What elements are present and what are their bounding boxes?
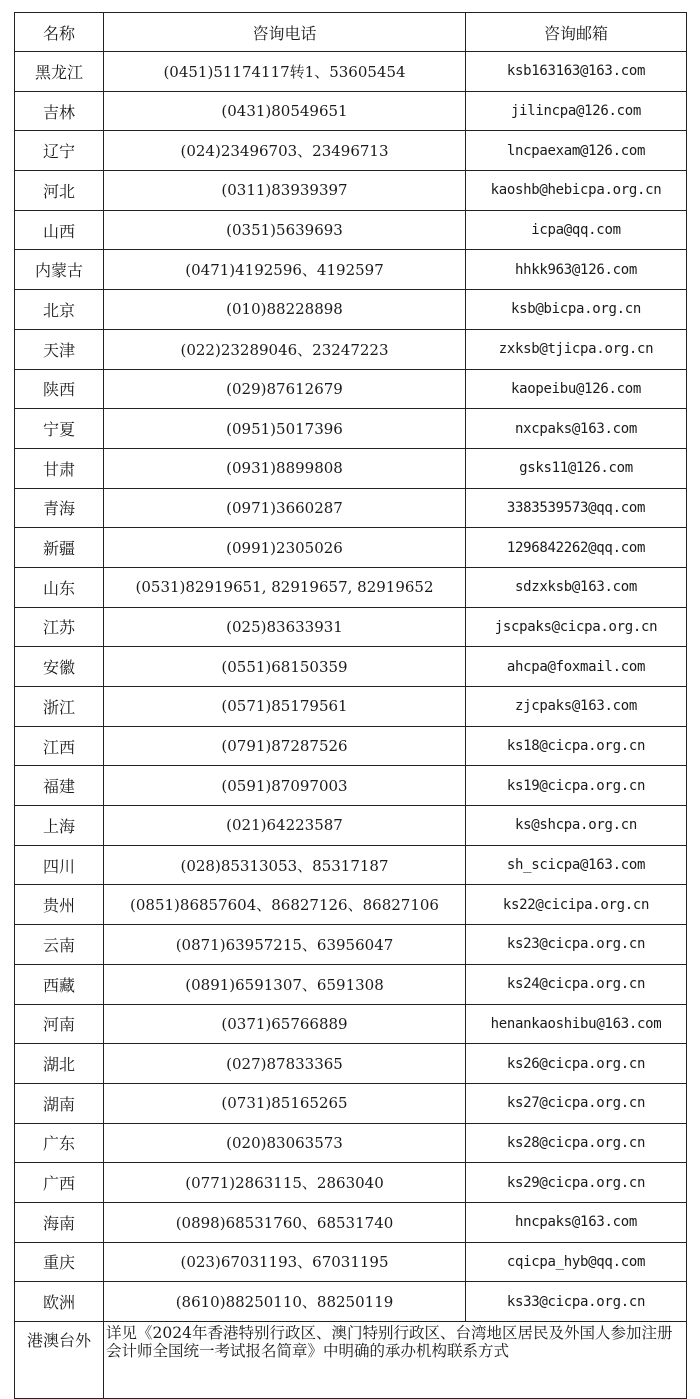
cell-email: zjcpaks@163.com	[466, 687, 687, 727]
cell-phone: (0451)51174117转1、53605454	[104, 52, 466, 92]
table-row	[15, 1282, 687, 1322]
cell-name: 浙江	[15, 687, 104, 727]
cell-email: ks19@cicpa.org.cn	[466, 766, 687, 806]
header-row	[15, 13, 687, 52]
cell-email: ksb@bicpa.org.cn	[466, 290, 687, 330]
table-row	[15, 726, 687, 766]
table-row	[15, 845, 687, 885]
cell-email: jilincpa@126.com	[466, 91, 687, 131]
table-row	[15, 647, 687, 687]
cell-email: nxcpaks@163.com	[466, 409, 687, 449]
cell-name: 湖北	[15, 1044, 104, 1084]
table-row	[15, 488, 687, 528]
cell-name: 江西	[15, 726, 104, 766]
cell-email: ks26@cicpa.org.cn	[466, 1044, 687, 1084]
cell-phone: (0931)8899808	[104, 448, 466, 488]
table-row	[15, 1242, 687, 1282]
cell-phone: (021)64223587	[104, 806, 466, 846]
cell-email: lncpaexam@126.com	[466, 131, 687, 171]
cell-name: 内蒙古	[15, 250, 104, 290]
table-row	[15, 1202, 687, 1242]
cell-email: ksb163163@163.com	[466, 52, 687, 92]
cell-email: hhkk963@126.com	[466, 250, 687, 290]
cell-email: cqicpa_hyb@qq.com	[466, 1242, 687, 1282]
cell-name: 北京	[15, 290, 104, 330]
cell-email: gsks11@126.com	[466, 448, 687, 488]
cell-phone: (0891)6591307、6591308	[104, 964, 466, 1004]
cell-name: 海南	[15, 1202, 104, 1242]
cell-name: 重庆	[15, 1242, 104, 1282]
table-row	[15, 964, 687, 1004]
table-row	[15, 250, 687, 290]
cell-phone: (0531)82919651, 82919657, 82919652	[104, 567, 466, 607]
cell-phone: (0771)2863115、2863040	[104, 1163, 466, 1203]
table-row	[15, 607, 687, 647]
cell-email: ks27@cicpa.org.cn	[466, 1083, 687, 1123]
cell-email: henankaoshibu@163.com	[466, 1004, 687, 1044]
cell-name: 江苏	[15, 607, 104, 647]
cell-email: 1296842262@qq.com	[466, 528, 687, 568]
header-phone: 咨询电话	[104, 13, 466, 52]
table-row	[15, 290, 687, 330]
table-row	[15, 528, 687, 568]
cell-email: sh_scicpa@163.com	[466, 845, 687, 885]
cell-phone: (0371)65766889	[104, 1004, 466, 1044]
cell-phone: (0431)80549651	[104, 91, 466, 131]
cell-name: 甘肃	[15, 448, 104, 488]
cell-name: 河南	[15, 1004, 104, 1044]
cell-email: sdzxksb@163.com	[466, 567, 687, 607]
cell-name: 吉林	[15, 91, 104, 131]
cell-name: 河北	[15, 171, 104, 211]
cell-name: 广东	[15, 1123, 104, 1163]
cell-email: kaopeibu@126.com	[466, 369, 687, 409]
cell-email: ks33@cicpa.org.cn	[466, 1282, 687, 1322]
cell-name: 欧洲	[15, 1282, 104, 1322]
table-row	[15, 91, 687, 131]
cell-name: 陕西	[15, 369, 104, 409]
contact-table	[14, 12, 687, 1399]
cell-note: 详见《2024年香港特别行政区、澳门特别行政区、台湾地区居民及外国人参加注册会计师全国统一考试报名简章》中明确的承办机构联系方式	[104, 1322, 687, 1399]
cell-email: ks28@cicpa.org.cn	[466, 1123, 687, 1163]
table-row	[15, 687, 687, 727]
cell-phone: (0898)68531760、68531740	[104, 1202, 466, 1242]
cell-name: 广西	[15, 1163, 104, 1203]
table-row	[15, 448, 687, 488]
cell-phone: (0591)87097003	[104, 766, 466, 806]
cell-phone: (0351)5639693	[104, 210, 466, 250]
cell-name: 西藏	[15, 964, 104, 1004]
cell-email: jscpaks@cicpa.org.cn	[466, 607, 687, 647]
cell-phone: (0311)83939397	[104, 171, 466, 211]
cell-email: ks24@cicpa.org.cn	[466, 964, 687, 1004]
cell-name: 山东	[15, 567, 104, 607]
cell-email: ks23@cicpa.org.cn	[466, 925, 687, 965]
cell-phone: (0471)4192596、4192597	[104, 250, 466, 290]
cell-name: 安徽	[15, 647, 104, 687]
header-email: 咨询邮箱	[466, 13, 687, 52]
cell-name: 港澳台外	[15, 1322, 104, 1399]
cell-name: 四川	[15, 845, 104, 885]
table-row	[15, 806, 687, 846]
table-row	[15, 925, 687, 965]
cell-phone: (8610)88250110、88250119	[104, 1282, 466, 1322]
table-row	[15, 567, 687, 607]
table-row	[15, 885, 687, 925]
cell-phone: (0571)85179561	[104, 687, 466, 727]
table-row	[15, 1004, 687, 1044]
cell-phone: (028)85313053、85317187	[104, 845, 466, 885]
table-row	[15, 369, 687, 409]
cell-email: ks22@cicipa.org.cn	[466, 885, 687, 925]
table-row	[15, 1044, 687, 1084]
cell-phone: (022)23289046、23247223	[104, 329, 466, 369]
cell-phone: (0991)2305026	[104, 528, 466, 568]
cell-name: 山西	[15, 210, 104, 250]
cell-email: ks29@cicpa.org.cn	[466, 1163, 687, 1203]
cell-phone: (020)83063573	[104, 1123, 466, 1163]
cell-email: 3383539573@qq.com	[466, 488, 687, 528]
cell-name: 上海	[15, 806, 104, 846]
cell-phone: (0551)68150359	[104, 647, 466, 687]
cell-phone: (0871)63957215、63956047	[104, 925, 466, 965]
table-row	[15, 1123, 687, 1163]
cell-phone: (029)87612679	[104, 369, 466, 409]
table-row	[15, 210, 687, 250]
cell-phone: (0851)86857604、86827126、86827106	[104, 885, 466, 925]
cell-phone: (024)23496703、23496713	[104, 131, 466, 171]
cell-email: kaoshb@hebicpa.org.cn	[466, 171, 687, 211]
cell-phone: (023)67031193、67031195	[104, 1242, 466, 1282]
table-row	[15, 131, 687, 171]
table-row	[15, 1083, 687, 1123]
cell-name: 辽宁	[15, 131, 104, 171]
header-name: 名称	[15, 13, 104, 52]
table-row	[15, 171, 687, 211]
cell-phone: (0951)5017396	[104, 409, 466, 449]
cell-phone: (0971)3660287	[104, 488, 466, 528]
cell-email: ks18@cicpa.org.cn	[466, 726, 687, 766]
cell-phone: (010)88228898	[104, 290, 466, 330]
cell-email: ahcpa@foxmail.com	[466, 647, 687, 687]
table-row	[15, 52, 687, 92]
table-row	[15, 329, 687, 369]
cell-name: 福建	[15, 766, 104, 806]
cell-name: 天津	[15, 329, 104, 369]
cell-email: icpa@qq.com	[466, 210, 687, 250]
cell-phone: (0791)87287526	[104, 726, 466, 766]
cell-name: 黑龙江	[15, 52, 104, 92]
cell-phone: (0731)85165265	[104, 1083, 466, 1123]
cell-email: hncpaks@163.com	[466, 1202, 687, 1242]
cell-phone: (025)83633931	[104, 607, 466, 647]
table-row	[15, 766, 687, 806]
cell-name: 云南	[15, 925, 104, 965]
cell-name: 青海	[15, 488, 104, 528]
table-row	[15, 1163, 687, 1203]
table-row	[15, 409, 687, 449]
cell-name: 新疆	[15, 528, 104, 568]
cell-name: 贵州	[15, 885, 104, 925]
cell-phone: (027)87833365	[104, 1044, 466, 1084]
cell-email: zxksb@tjicpa.org.cn	[466, 329, 687, 369]
cell-name: 宁夏	[15, 409, 104, 449]
cell-email: ks@shcpa.org.cn	[466, 806, 687, 846]
cell-name: 湖南	[15, 1083, 104, 1123]
